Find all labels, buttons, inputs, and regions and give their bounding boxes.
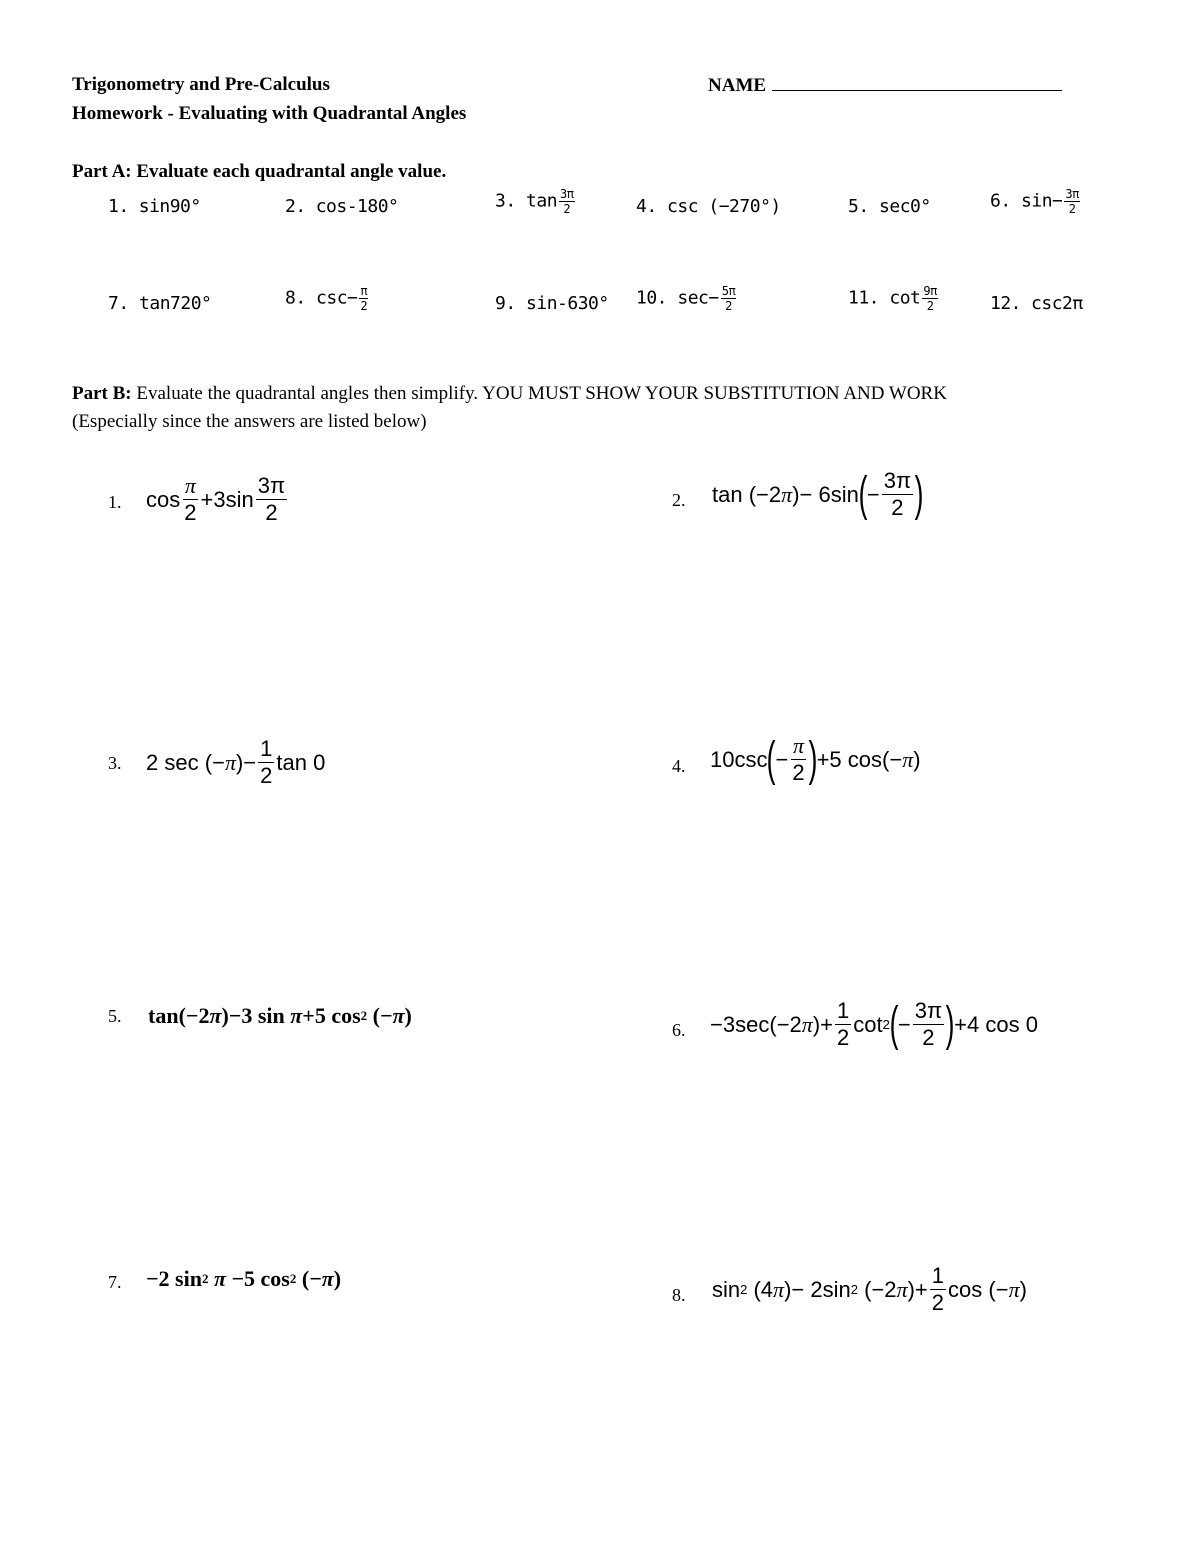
part-a-problem-8: 8. csc− $\frac{\pi}{2}$: [285, 284, 368, 313]
part-a-problem-5: 5. sec0°: [848, 196, 931, 217]
part-a-problem-7: 7. tan720°: [108, 293, 212, 314]
part-b-expression-1: cos $\frac{\pi}{2}$ + 3 sin $\frac{3\pi}{2}$: [146, 473, 286, 525]
part-b-heading: Part B: Evaluate the quadrantal angles then simplify. YOU MUST SHOW YOUR SUBSTITUTION AND WORK: [72, 383, 947, 404]
part-a-problem-6: 6. sin− $\frac{3\pi}{2}$: [990, 187, 1079, 216]
part-a-problem-4: 4. csc (−270°): [636, 196, 781, 217]
name-field[interactable]: [708, 74, 1062, 97]
part-b-expression-6: − 3 sec ( − 2 π ) + $\frac{1}{2}$ cot 2 ( − $\frac{3\pi}{2}$ ) + 4 cos 0: [710, 997, 1038, 1051]
part-b-number-7: 7.: [108, 1272, 122, 1292]
part-a-problem-11: 11. cot $\frac{9\pi}{2}$: [848, 284, 937, 313]
part-a-problem-1: 1. sin90°: [108, 196, 201, 217]
part-a-problem-2: 2. cos-180°: [285, 196, 399, 217]
part-b-number-4: 4.: [672, 756, 686, 776]
part-b-expression-2: tan ( − 2 π ) − 6 sin ( − $\frac{3\pi}{2}$ ): [712, 467, 924, 521]
part-b-expression-3: 2 sec ( − π ) − $\frac{1}{2}$ tan 0: [146, 736, 326, 788]
part-a-problem-3: 3. tan $\frac{3\pi}{2}$: [495, 187, 574, 216]
part-b-subheading: (Especially since the answers are listed below): [72, 411, 427, 432]
assignment-title: Homework - Evaluating with Quadrantal Angles: [72, 103, 467, 124]
part-b-expression-7: − 2 sin 2 π − 5 cos 2 ( − π ): [146, 1266, 342, 1291]
part-a-problem-12: 12. csc2π: [990, 293, 1083, 314]
name-blank-line: [772, 74, 1062, 91]
part-b-number-2: 2.: [672, 490, 686, 510]
part-b-number-8: 8.: [672, 1285, 686, 1305]
name-label: NAME: [708, 75, 767, 96]
part-a-problem-10: 10. sec− $\frac{5\pi}{2}$: [636, 284, 736, 313]
part-b-number-1: 1.: [108, 492, 122, 512]
part-b-expression-8: sin 2 (4 π ) − 2 sin 2 ( − 2 π ) + $\frac{1}{2}$ cos ( − π ): [712, 1263, 1027, 1315]
part-b-number-5: 5.: [108, 1006, 122, 1026]
part-a-problem-9: 9. sin-630°: [495, 293, 609, 314]
part-a-heading: Part A: Evaluate each quadrantal angle value.: [72, 161, 447, 182]
part-b-number-6: 6.: [672, 1020, 686, 1040]
part-b-expression-5: tan ( − 2 π ) − 3 sin π + 5 cos 2 ( − π ): [148, 1003, 412, 1028]
part-b-expression-4: 10 csc ( − $\frac{\pi}{2}$ ) + 5 cos ( − π ): [710, 732, 921, 786]
part-b-number-3: 3.: [108, 753, 122, 773]
course-title: Trigonometry and Pre-Calculus: [72, 74, 330, 95]
